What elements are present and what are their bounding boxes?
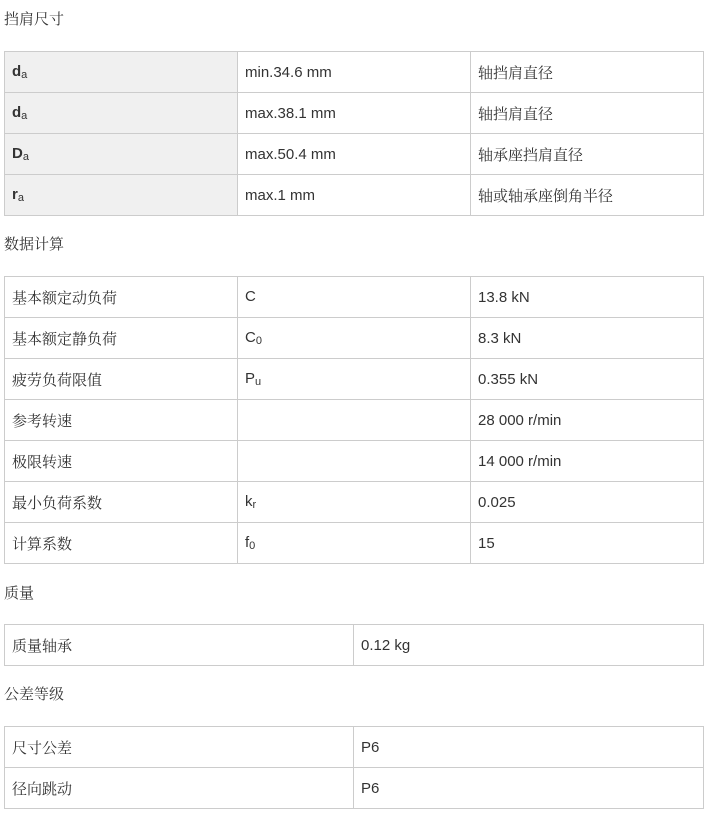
description-cell: 轴挡肩直径 <box>471 52 704 93</box>
table-row <box>5 441 704 482</box>
symbol-cell: C <box>238 277 471 318</box>
symbol-cell: Pu <box>238 359 471 400</box>
parameter-name-cell: 参考转速 <box>5 400 238 441</box>
parameter-name-cell: 疲劳负荷限值 <box>5 359 238 400</box>
value-cell: 28 000 r/min <box>471 400 704 441</box>
table-row <box>5 768 704 809</box>
section-title-calculation: 数据计算 <box>4 236 65 253</box>
value-cell: 15 <box>471 523 704 564</box>
description-cell: 轴挡肩直径 <box>471 93 704 134</box>
value-cell: P6 <box>354 727 704 768</box>
description-cell: 轴或轴承座倒角半径 <box>471 175 704 216</box>
symbol-cell: f0 <box>238 523 471 564</box>
calculation-table <box>4 276 704 564</box>
table-row <box>5 482 704 523</box>
table-row <box>5 175 704 216</box>
symbol-cell: ra <box>5 175 238 216</box>
section-title-mass: 质量 <box>4 585 35 602</box>
section-title-tolerance: 公差等级 <box>4 686 65 703</box>
table-row <box>5 134 704 175</box>
value-cell: 14 000 r/min <box>471 441 704 482</box>
table-row <box>5 523 704 564</box>
value-cell: 13.8 kN <box>471 277 704 318</box>
parameter-name-cell: 尺寸公差 <box>5 727 354 768</box>
value-cell: 8.3 kN <box>471 318 704 359</box>
value-cell: max.38.1 mm <box>238 93 471 134</box>
symbol-cell <box>238 441 471 482</box>
value-cell: 0.355 kN <box>471 359 704 400</box>
value-cell: 0.025 <box>471 482 704 523</box>
description-cell: 轴承座挡肩直径 <box>471 134 704 175</box>
symbol-cell <box>238 400 471 441</box>
parameter-name-cell: 基本额定静负荷 <box>5 318 238 359</box>
value-cell: min.34.6 mm <box>238 52 471 93</box>
symbol-cell: da <box>5 93 238 134</box>
tolerance-table <box>4 726 704 809</box>
parameter-name-cell: 径向跳动 <box>5 768 354 809</box>
table-row <box>5 727 704 768</box>
table-row <box>5 93 704 134</box>
shoulder-dimensions-table <box>4 51 704 216</box>
symbol-cell: C0 <box>238 318 471 359</box>
table-row <box>5 318 704 359</box>
symbol-cell: Da <box>5 134 238 175</box>
table-row <box>5 52 704 93</box>
mass-table <box>4 624 704 666</box>
table-row <box>5 625 704 666</box>
parameter-name-cell: 极限转速 <box>5 441 238 482</box>
table-row <box>5 400 704 441</box>
table-row <box>5 277 704 318</box>
parameter-name-cell: 基本额定动负荷 <box>5 277 238 318</box>
parameter-name-cell: 质量轴承 <box>5 625 354 666</box>
parameter-name-cell: 最小负荷系数 <box>5 482 238 523</box>
symbol-cell: da <box>5 52 238 93</box>
value-cell: max.50.4 mm <box>238 134 471 175</box>
value-cell: 0.12 kg <box>354 625 704 666</box>
symbol-cell: kr <box>238 482 471 523</box>
value-cell: P6 <box>354 768 704 809</box>
table-row <box>5 359 704 400</box>
parameter-name-cell: 计算系数 <box>5 523 238 564</box>
value-cell: max.1 mm <box>238 175 471 216</box>
section-title-shoulder: 挡肩尺寸 <box>4 11 65 28</box>
